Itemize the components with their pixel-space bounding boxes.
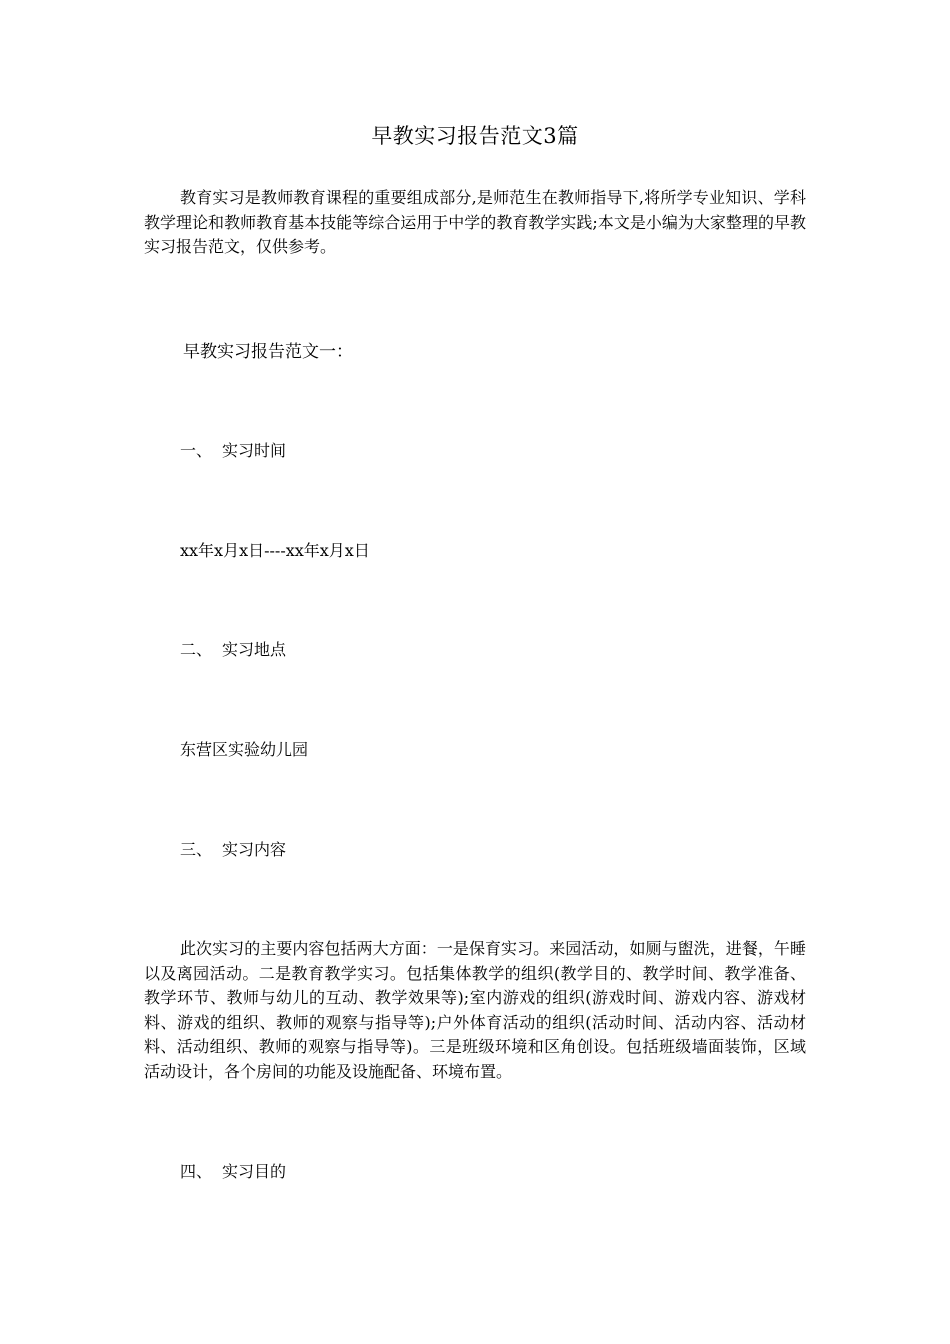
section-heading-content xyxy=(180,839,286,861)
section-number: 一、 xyxy=(180,441,213,460)
internship-period: xx年x月x日----xx年x月x日 xyxy=(180,541,370,560)
document-title: 早教实习报告范文3篇 xyxy=(371,124,579,148)
section-heading-label: 实习目的 xyxy=(222,1162,287,1181)
section-heading-label: 实习内容 xyxy=(222,840,287,859)
section-heading-label: 实习地点 xyxy=(222,640,287,659)
internship-content-paragraph: 此次实习的主要内容包括两大方面：一是保育实习。来园活动，如厕与盥洗，进餐，午睡以及离园活动。二是教育教学实习。包括集体教学的组织(教学目的、教学时间、教学准备、教学环节、教师与幼儿的互动、教学效果等);室内游戏的组织(游戏时间、游戏内容、游戏材料、游戏的组织、教师的观察与指导等);户外体育活动的组织(活动时间、活动内容、活动材料、活动组织、教师的观察与指导等)。三是班级环境和区角创设。包括班级墙面装饰，区域活动设计，各个房间的功能及设施配备、环境布置。 xyxy=(144,939,806,1081)
section-heading-location xyxy=(180,639,286,661)
section-number: 三、 xyxy=(180,840,213,859)
section-number: 四、 xyxy=(180,1162,213,1181)
section-heading-purpose xyxy=(180,1161,286,1183)
section-heading-label: 实习时间 xyxy=(222,441,287,460)
section-number: 二、 xyxy=(180,640,213,659)
sample-heading: 早教实习报告范文一： xyxy=(183,342,353,362)
intro-paragraph: 教育实习是教师教育课程的重要组成部分,是师范生在教师指导下,将所学专业知识、学科教学理论和教师教育基本技能等综合运用于中学的教育教学实践;本文是小编为大家整理的早教实习报告范文，仅供参考。 xyxy=(144,188,806,256)
internship-location: 东营区实验幼儿园 xyxy=(180,740,309,759)
section-heading-time xyxy=(180,440,286,462)
